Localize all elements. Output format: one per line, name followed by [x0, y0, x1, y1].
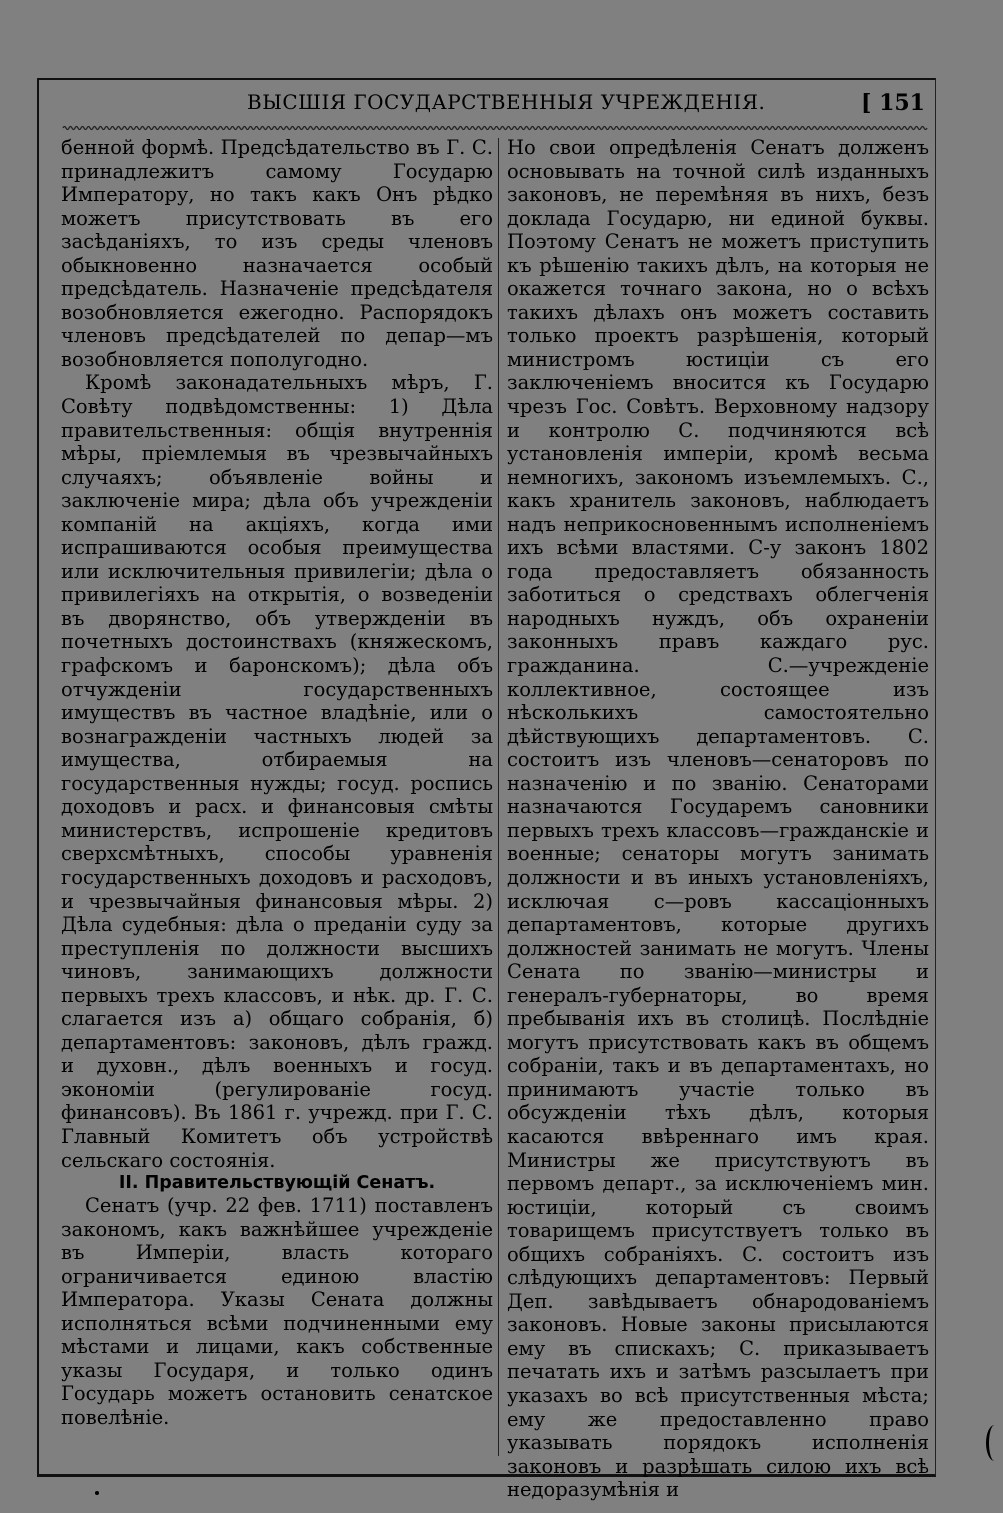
page-header: [39, 88, 935, 122]
left-paragraph-3: Сенатъ (учр. 22 фев. 1711) поставленъ закономъ, какъ важнѣйшее учрежденіе въ Имперіи, власть котораго ограничивается единою властію Императора. Указы Сената должны исполняться всѣми подчиненными ему мѣстами и лицами, какъ собственные указы Государя, и только одинъ Государь можетъ остановить сенатское повелѣніе.: [61, 1194, 493, 1429]
left-column: [61, 136, 493, 1458]
running-head: ВЫСШІЯ ГОСУДАРСТВЕННЫЯ УЧРЕЖДЕНІЯ.: [247, 90, 766, 114]
right-column: [507, 136, 929, 1502]
left-paragraph-1: бенной формѣ. Предсѣдательство въ Г. С. принадлежитъ самому Государю Императору, но такъ какъ Онъ рѣдко можетъ присутствовать въ его засѣданіяхъ, то изъ среды членовъ обыкновенно назначается особый предсѣдатель. Назначеніе предсѣдателя возобновляется ежегодно. Распорядокъ членовъ предсѣдателей по депар—мъ возобновляется пополугодно.: [61, 136, 493, 371]
column-divider: [498, 138, 499, 1456]
page-number: [ 151: [861, 90, 925, 116]
header-wavy-rule: [63, 124, 923, 132]
right-paragraph-1: Но свои опредѣленія Сенатъ долженъ основывать на точной силѣ изданныхъ законовъ, не перемѣняя въ нихъ, безъ доклада Государю, ни единой буквы. Поэтому Сенатъ не можетъ приступить къ рѣшенію такихъ дѣлъ, на которыя не окажется точнаго закона, но о всѣхъ такихъ дѣлахъ онъ можетъ составить только проектъ разрѣшенія, который министромъ юстиціи съ его заключеніемъ вносится къ Государю чрезъ Гос. Совѣтъ. Верховному надзору и контролю С. подчиняются всѣ установленія имперіи, кромѣ весьма немногихъ, закономъ изъемлемыхъ. С., какъ хранитель законовъ, наблюдаетъ надъ неприкосновеннымъ исполненіемъ ихъ всѣми властями. С-у законъ 1802 года предоставляетъ обязанность заботиться о средствахъ облегченія народныхъ нуждъ, объ охраненіи законныхъ правъ каждаго рус. гражданина. С.—учрежденіе коллективное, состоящее изъ нѣсколькихъ самостоятельно дѣйствующихъ департаментовъ. С. состоитъ изъ членовъ—сенаторовъ по назначенію и по званію. Сенаторами назначаются Государемъ сановники первыхъ трехъ классовъ—гражданскіе и военные; сенаторы могутъ занимать должности и въ иныхъ установленіяхъ, исключая с—ровъ кассаціонныхъ департаментовъ, которые другихъ должностей занимать не могутъ. Члены Сената по званію—министры и генералъ-губернаторы, во время пребыванія ихъ въ столицѣ. Послѣдніе могутъ присутствовать какъ въ общемъ собраніи, такъ и въ департаментахъ, но принимаютъ участіе только въ обсужденіи тѣхъ дѣлъ, которыя касаются ввѣреннаго имъ края. Министры же присутствуютъ въ первомъ департ., за исключеніемъ мин. юстиціи, который съ своимъ товарищемъ присутствуетъ только въ общихъ собраніяхъ. С. состоитъ изъ слѣдующихъ департаментовъ: Первый Деп. завѣдываетъ обнародованіемъ законовъ. Новые законы присылаются ему въ спискахъ; С. приказываетъ печатать ихъ и затѣмъ разсылаетъ при указахъ во всѣ присутственныя мѣста; ему же предоставленно право указывать порядокъ исполненія законовъ и разрѣшать силою ихъ всѣ недоразумѣнія и: [507, 136, 929, 1502]
scan-dot-mark: [95, 1491, 99, 1495]
scan-edge-mark: [986, 1425, 1003, 1461]
page-frame: [37, 78, 936, 1502]
left-paragraph-2: Кромѣ законадательныхъ мѣръ, Г. Совѣту подвѣдомственны: 1) Дѣла правительственныя: общія внутреннія мѣры, пріемлемыя въ чрезвычайныхъ случаяхъ; объявленіе войны и заключеніе мира; дѣла объ учрежденіи компаній на акціяхъ, когда ими испрашиваются особыя преимущества или исключительныя привилегіи; дѣла о привилегіяхъ на открытія, о возведеніи въ дворянство, объ утвержденіи въ почетныхъ достоинствахъ (княжескомъ, графскомъ и баронскомъ); дѣла объ отчужденіи государственныхъ имуществъ въ частное владѣніе, или о вознагражденіи частныхъ людей за имущества, отбираемыя на государственныя нужды; госуд. роспись доходовъ и расх. и финансовыя смѣты министерствъ, испрошеніе кредитовъ сверхсмѣтныхъ, способы уравненія государственныхъ доходовъ и расходовъ, и чрезвычайныя финансовыя мѣры. 2) Дѣла судебныя: дѣла о преданіи суду за преступленія по должности высшихъ чиновъ, занимающихъ должности первыхъ трехъ классовъ, и нѣк. др. Г. С. слагается изъ а) общаго собранія, б) департаментовъ: законовъ, дѣлъ гражд. и духовн., дѣлъ военныхъ и госуд. экономіи (регулированіе госуд. финансовъ). Въ 1861 г. учрежд. при Г. С. Главный Комитетъ объ устройствѣ сельскаго состоянія.: [61, 371, 493, 1172]
section-heading: II. Правительствующій Сенатъ.: [118, 1173, 436, 1194]
